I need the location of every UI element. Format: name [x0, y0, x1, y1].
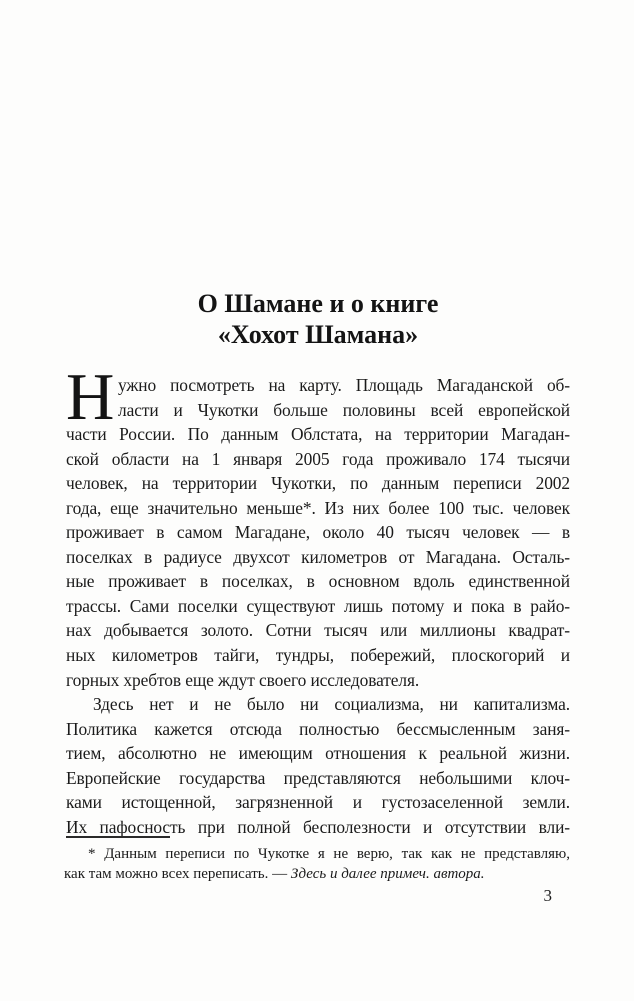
text-line: ской области на 1 января 2005 года проживало 174 тысячи: [66, 448, 570, 469]
drop-cap: Н: [66, 360, 115, 434]
paragraph-1: [66, 360, 570, 692]
text-line: ками истощенной, загрязненной и густозаселенной земли.: [66, 792, 570, 813]
text-line: нах добывается золото. Сотни тысяч или миллионы квадрат-: [66, 620, 570, 641]
text-line: ных километров тайги, тундры, побережий, плоскогорий и: [66, 645, 570, 666]
chapter-title: [66, 288, 570, 350]
text-line: человек, на территории Чукотки, по данным переписи 2002: [66, 473, 570, 494]
paragraph-2: [66, 692, 570, 839]
text-line: трассы. Сами поселки существуют лишь потому и пока в райо-: [66, 595, 570, 616]
text-line: Политика кажется отсюда полностью бессмысленным заня-: [66, 718, 570, 739]
text-line: горных хребтов еще ждут своего исследователя.: [66, 669, 420, 690]
chapter-title-line-1: О Шамане и о книге: [197, 289, 439, 318]
text-line: ласти и Чукотки больше половины всей европейской: [118, 399, 570, 420]
chapter-title-line-2: «Хохот Шамана»: [217, 320, 419, 349]
text-line: ужно посмотреть на карту. Площадь Магаданской об-: [118, 375, 570, 395]
text-line: тием, абсолютно не имеющим отношения к реальной жизни.: [66, 743, 570, 764]
page-number: 3: [543, 886, 552, 905]
body-text: [66, 360, 570, 839]
text-line: Здесь нет и не было ни социализма, ни капитализма.: [93, 694, 570, 715]
footnote-divider: [66, 836, 170, 838]
text-line: года, еще значительно меньше*. Из них более 100 тыс. человек: [66, 497, 570, 518]
footnote-author-note: Здесь и далее примеч. автора.: [290, 865, 485, 882]
text-line: ные проживает в поселках, в основном вдоль единственной: [66, 571, 570, 592]
footnote: [64, 845, 570, 884]
text-line: Их пафосность при полной бесполезности и отсутствии вли-: [66, 816, 570, 837]
text-line: Европейские государства представляются небольшими клоч-: [66, 767, 570, 788]
text-line: поселках в радиусе двухсот километров от Магадана. Осталь-: [66, 546, 570, 567]
footnote-line-2-regular: как там можно всех переписать. —: [64, 865, 291, 882]
text-line: части России. По данным Облстата, на территории Магадан-: [66, 424, 570, 445]
footnote-line-1: * Данным переписи по Чукотке я не верю, так как не представляю,: [88, 846, 570, 862]
footnote-line-2: [64, 865, 570, 885]
text-line: проживает в самом Магадане, около 40 тысяч человек — в: [66, 522, 570, 543]
